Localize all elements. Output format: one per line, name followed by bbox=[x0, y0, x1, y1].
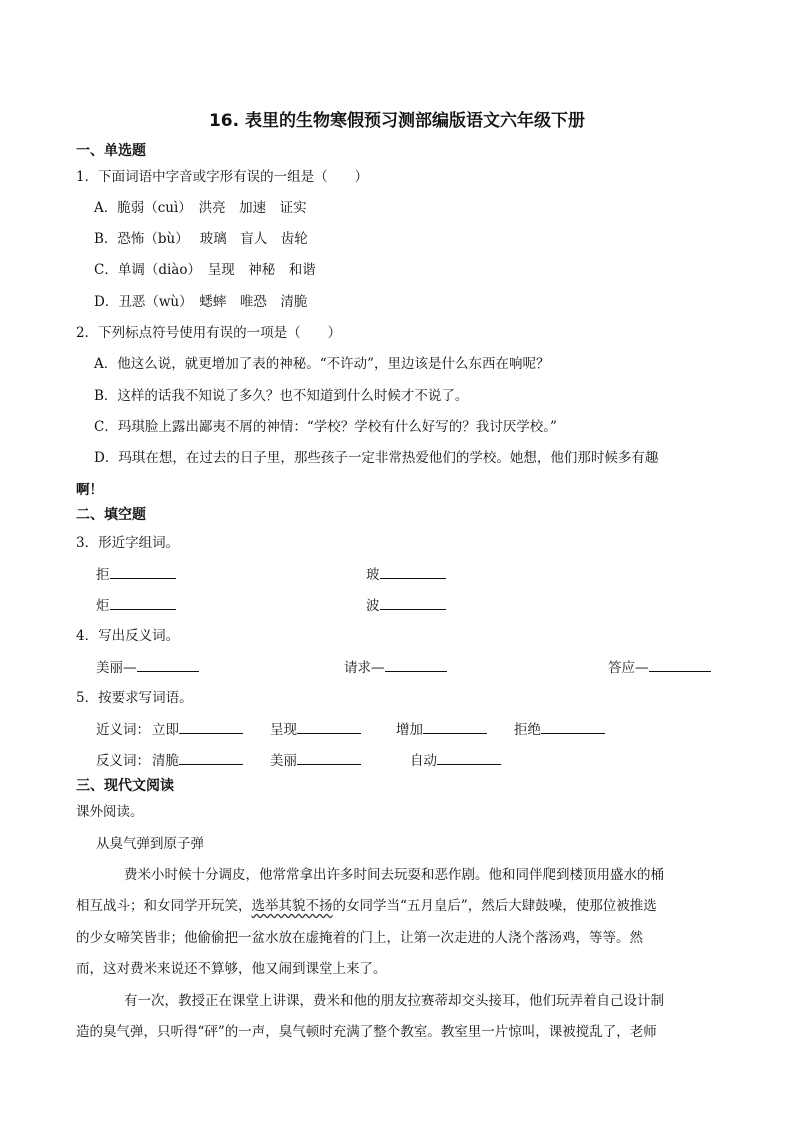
question-3-item-2: 玻 bbox=[366, 563, 446, 583]
section-heading-single-choice: 一、单选题 bbox=[76, 143, 146, 159]
question-2-option-d[interactable]: D．玛琪在想，在过去的日子里，那些孩子一定非常热爱他们的学校。她想，他们那时候多有趣 bbox=[94, 450, 659, 466]
wavy-underlined-phrase: 选举其貌不扬 bbox=[251, 898, 333, 914]
answer-blank[interactable] bbox=[179, 750, 243, 765]
question-1-option-a[interactable]: A．脆弱（cuì） 洪亮 加速 证实 bbox=[94, 200, 307, 216]
question-1-option-d[interactable]: D．丑恶（wù） 蟋蟀 唯恐 清脆 bbox=[94, 294, 308, 310]
answer-blank[interactable] bbox=[423, 719, 487, 734]
question-4-stem: 4．写出反义词。 bbox=[76, 628, 180, 644]
answer-blank[interactable] bbox=[297, 750, 361, 765]
question-4-item-3: 答应— bbox=[608, 656, 711, 676]
question-5-row-1-item-1: 立即 bbox=[152, 718, 243, 738]
answer-blank[interactable] bbox=[385, 657, 447, 672]
answer-blank[interactable] bbox=[437, 750, 501, 765]
question-5-stem: 5．按要求写词语。 bbox=[76, 690, 193, 706]
answer-blank[interactable] bbox=[297, 719, 361, 734]
question-3-stem: 3．形近字组词。 bbox=[76, 535, 180, 551]
question-2-option-d-continued: 啊！ bbox=[76, 482, 103, 498]
question-5-row-1-item-4: 拒绝 bbox=[514, 718, 605, 738]
question-5-row-2-label: 反义词： bbox=[96, 753, 150, 769]
question-3-item-4: 波 bbox=[366, 594, 446, 614]
question-5-row-2-item-3: 自动 bbox=[410, 749, 501, 769]
question-3-item-3: 炬 bbox=[96, 594, 176, 614]
question-1-option-c[interactable]: C．单调（diào） 呈现 神秘 和谐 bbox=[94, 262, 316, 278]
passage-p2-line-2: 造的臭气弹，只听得“砰”的一声，臭气顿时充满了整个教室。教室里一片惊叫，课被搅乱了，老师 bbox=[76, 1024, 657, 1040]
question-5-row-1-item-3: 增加 bbox=[396, 718, 487, 738]
question-5-row-1-item-2: 呈现 bbox=[270, 718, 361, 738]
answer-blank[interactable] bbox=[380, 595, 446, 610]
question-3-item-1: 拒 bbox=[96, 563, 176, 583]
answer-blank[interactable] bbox=[649, 657, 711, 672]
question-5-row-1-label: 近义词： bbox=[96, 722, 150, 738]
question-1-option-b[interactable]: B．恐怖（bù） 玻璃 盲人 齿轮 bbox=[94, 231, 308, 247]
question-2-option-c[interactable]: C．玛琪脸上露出鄙夷不屑的神情：“学校？学校有什么好写的？我讨厌学校。” bbox=[94, 419, 557, 435]
reading-intro: 课外阅读。 bbox=[76, 804, 144, 820]
answer-blank[interactable] bbox=[541, 719, 605, 734]
passage-p1-line-4: 而，这对费米来说还不算够，他又闹到课堂上来了。 bbox=[76, 961, 387, 977]
page-title: 16. 表里的生物寒假预习测部编版语文六年级下册 bbox=[208, 111, 586, 131]
answer-blank[interactable] bbox=[380, 564, 446, 579]
passage-title: 从臭气弹到原子弹 bbox=[96, 836, 204, 852]
answer-blank[interactable] bbox=[179, 719, 243, 734]
question-2-option-b[interactable]: B．这样的话我不知说了多久？也不知道到什么时候才不说了。 bbox=[94, 388, 469, 404]
question-4-item-2: 请求— bbox=[344, 656, 447, 676]
answer-blank[interactable] bbox=[110, 564, 176, 579]
passage-p2-line-1: 有一次，教授正在课堂上讲课，费米和他的朋友拉赛蒂却交头接耳，他们玩弄着自己设计制 bbox=[124, 993, 664, 1009]
question-2-stem: 2．下列标点符号使用有误的一项是（ ） bbox=[76, 325, 342, 341]
question-5-row-2-item-2: 美丽 bbox=[270, 749, 361, 769]
question-2-option-a[interactable]: A．他这么说，就更增加了表的神秘。“不许动”，里边该是什么东西在响呢？ bbox=[94, 356, 550, 372]
passage-p1-line-3: 的少女啼笑皆非；他偷偷把一盆水放在虚掩着的门上，让第一次走进的人浇个落汤鸡，等等。然 bbox=[76, 930, 643, 946]
question-4-item-1: 美丽— bbox=[96, 656, 199, 676]
passage-p1-line-2: 相互战斗；和女同学开玩笑，选举其貌不扬的女同学当“五月皇后”，然后大肆鼓噪，使那位被推选 bbox=[76, 898, 657, 914]
section-heading-reading: 三、现代文阅读 bbox=[76, 778, 174, 794]
passage-p1-line-1: 费米小时候十分调皮，他常常拿出许多时间去玩耍和恶作剧。他和同伴爬到楼顶用盛水的桶 bbox=[124, 867, 664, 883]
answer-blank[interactable] bbox=[110, 595, 176, 610]
question-5-row-2-item-1: 清脆 bbox=[152, 749, 243, 769]
question-1-stem: 1．下面词语中字音或字形有误的一组是（ ） bbox=[76, 169, 369, 185]
section-heading-fill-blank: 二、填空题 bbox=[76, 507, 146, 523]
answer-blank[interactable] bbox=[137, 657, 199, 672]
